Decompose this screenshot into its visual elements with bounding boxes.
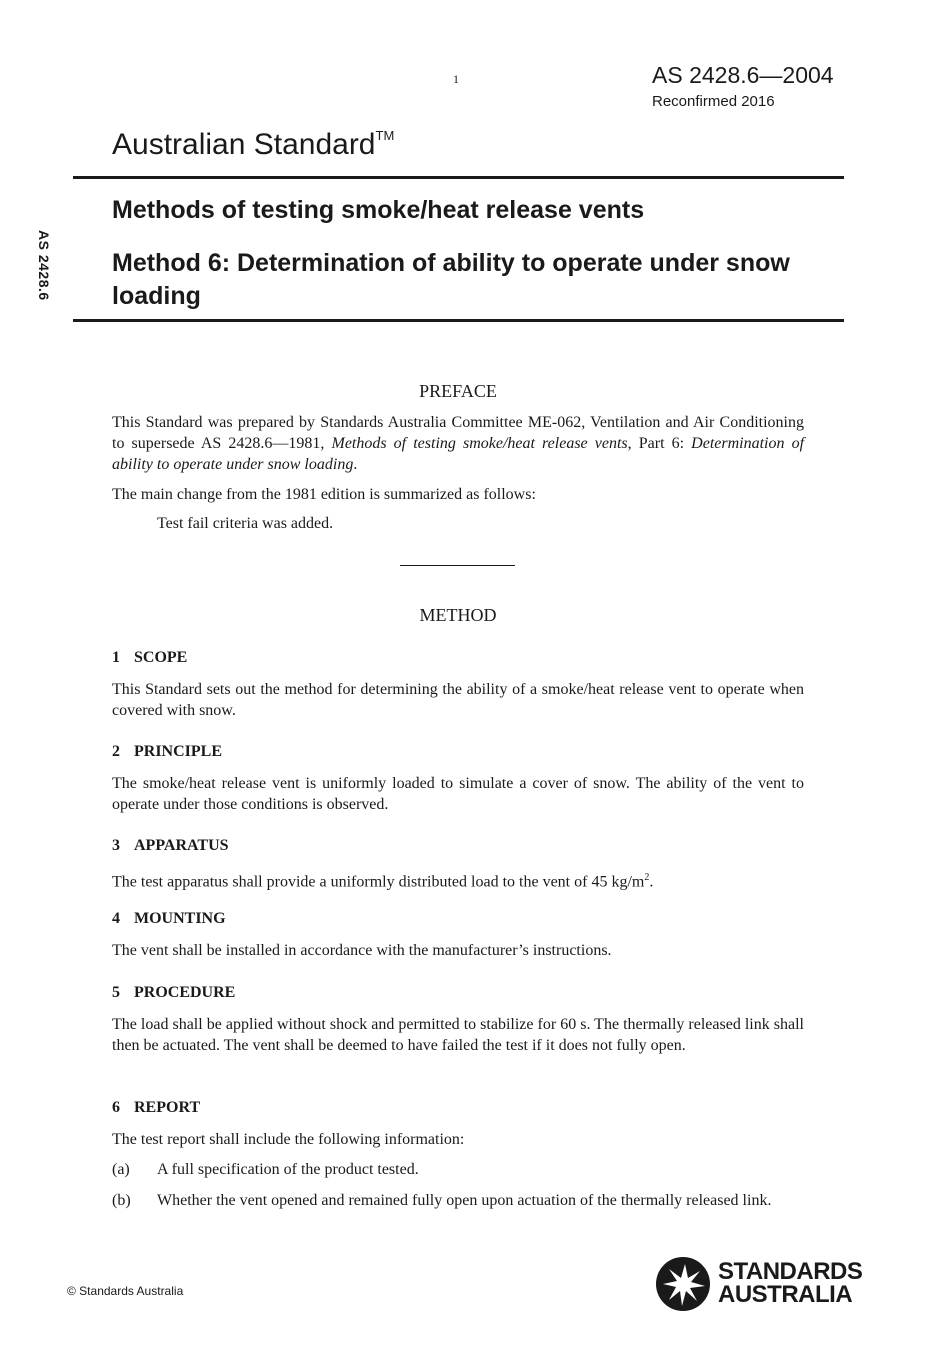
reconfirmed-note: Reconfirmed 2016 (652, 93, 775, 110)
logo-emblem-icon (655, 1256, 711, 1312)
top-rule (73, 176, 844, 179)
apparatus-text-end: . (649, 873, 654, 891)
logo-line-1: STANDARDS (718, 1258, 863, 1285)
section-number: 4 (112, 910, 120, 927)
copyright-notice: © Standards Australia (67, 1284, 184, 1298)
section-title: APPARATUS (134, 837, 229, 854)
section-text-procedure: The load shall be applied without shock and permitted to stabilize for 60 s. The thermally released link shall then be actuated. The vent shall be deemed to have failed the test if it does not fully open. (112, 1016, 804, 1054)
section-number: 3 (112, 837, 120, 854)
section-number: 6 (112, 1099, 120, 1116)
standard-number: AS 2428.6—2004 (652, 62, 834, 88)
section-heading-principle (112, 743, 222, 761)
list-item-text: A full specification of the product tested. (157, 1161, 419, 1178)
list-item (112, 1159, 804, 1180)
side-label: AS 2428.6 (36, 230, 52, 301)
preface-change-item: Test fail criteria was added. (157, 515, 334, 532)
section-text-mounting: The vent shall be installed in accordance with the manufacturer’s instructions. (112, 942, 612, 959)
section-heading-mounting (112, 910, 226, 928)
section-heading-report (112, 1099, 200, 1117)
brand-text: Australian Standard (112, 128, 376, 161)
section-text-principle: The smoke/heat release vent is uniformly loaded to simulate a cover of snow. The ability of the vent to operate under those conditions is observed. (112, 775, 804, 813)
section-title: MOUNTING (134, 910, 226, 927)
standards-australia-logo (655, 1256, 863, 1316)
section-number: 5 (112, 984, 120, 1001)
preface-heading: PREFACE (419, 381, 497, 401)
section-number: 2 (112, 743, 120, 760)
list-item (112, 1190, 804, 1211)
page-number: 1 (453, 72, 459, 86)
list-item-text: Whether the vent opened and remained fully open upon actuation of the thermally released link. (157, 1192, 772, 1209)
section-heading-apparatus (112, 837, 229, 855)
section-heading-scope (112, 649, 187, 667)
section-divider (400, 565, 515, 566)
preface-text-b: , Part 6: (627, 435, 692, 452)
logo-line-2: AUSTRALIA (718, 1281, 853, 1308)
bottom-rule (73, 319, 844, 322)
section-title: PRINCIPLE (134, 743, 223, 760)
brand-title (112, 128, 394, 162)
apparatus-superscript: 2 (644, 872, 650, 883)
section-title: SCOPE (134, 649, 188, 666)
section-number: 1 (112, 649, 120, 666)
preface-italic-title: Methods of testing smoke/heat release vents (331, 435, 628, 452)
preface-paragraph-2: The main change from the 1981 edition is summarized as follows: (112, 486, 536, 503)
document-subtitle: Method 6: Determination of ability to operate under snow loading (112, 249, 790, 310)
preface-text-a: This Standard was prepared by Standards Australia Committee ME-062, Ventilation and Air Conditioning to supersede AS 2428.6—1981, (112, 414, 804, 452)
method-heading: METHOD (419, 605, 497, 625)
list-item-label: (b) (112, 1192, 131, 1209)
preface-italic-subtitle: Determination of ability to operate under snow loading (112, 435, 805, 473)
section-title: PROCEDURE (134, 984, 236, 1001)
section-title: REPORT (134, 1099, 201, 1116)
section-text-scope: This Standard sets out the method for determining the ability of a smoke/heat release vent to operate when covered with snow. (112, 681, 804, 719)
document-title: Methods of testing smoke/heat release vents (112, 196, 645, 224)
preface-text-c: . (353, 456, 358, 473)
trademark-mark: TM (375, 128, 395, 143)
section-text-report: The test report shall include the following information: (112, 1131, 465, 1148)
logo-wordmark (718, 1260, 862, 1306)
preface-paragraph-1 (112, 412, 804, 475)
section-text-apparatus (112, 867, 804, 892)
section-heading-procedure (112, 984, 235, 1002)
apparatus-text: The test apparatus shall provide a uniformly distributed load to the vent of 45 kg/m (112, 873, 645, 891)
list-item-label: (a) (112, 1161, 130, 1178)
